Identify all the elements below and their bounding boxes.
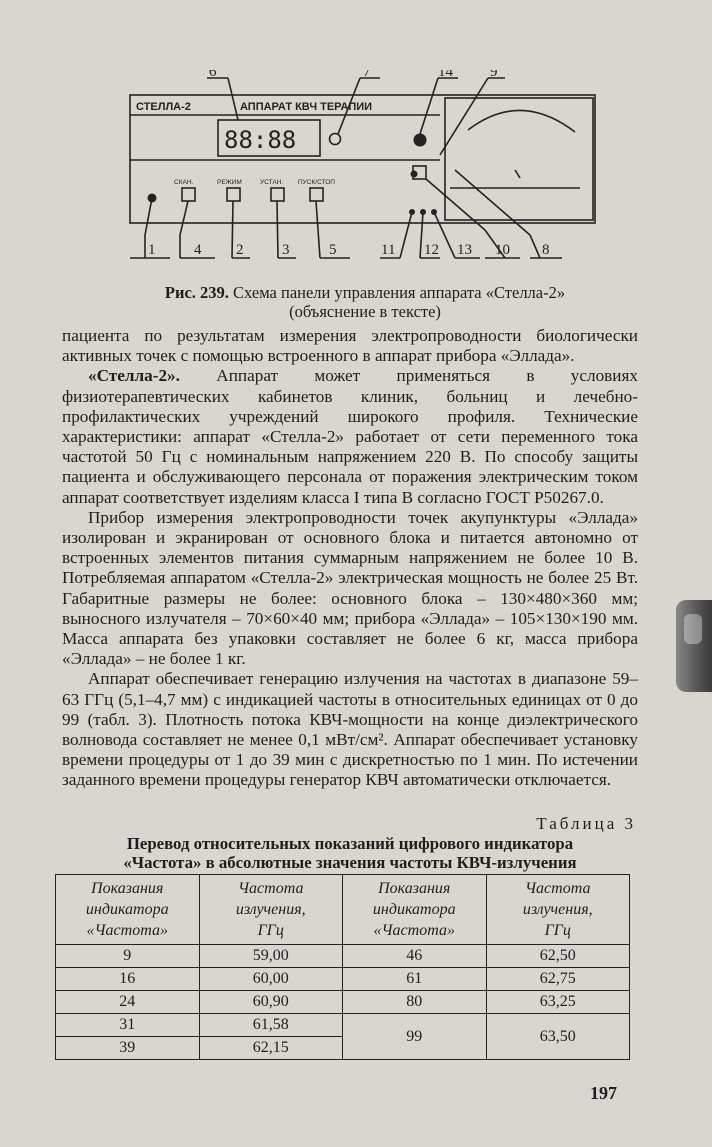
callout-14: 14 (438, 70, 453, 80)
label-scan: СКАН. (174, 179, 194, 186)
indicator-light (330, 134, 341, 145)
meter-frame (445, 98, 593, 220)
table-row (56, 945, 630, 968)
caption-number: Рис. 239. (164, 283, 229, 302)
table-cell: 61 (343, 968, 487, 991)
paragraph: Аппарат обеспечивает генерацию излучения на частотах в диапазоне 59–63 ГГц (5,1–4,7 мм) с индикацией частоты в относительных единицах от 0 до 99 (табл. 3). Плотность потока КВЧ-мощности на конце диэлектрического волновода составляет не менее 0,1 мВт/см². Аппарат обеспечивает установку времени процедуры от 1 до 39 мин с дискретностью по 1 мин. По истечении заданного времени процедуры генератор КВЧ автоматически отключается. (62, 669, 638, 790)
table-cell: 63,50 (486, 1014, 630, 1060)
table-cell: 24 (56, 991, 200, 1014)
table-cell: 46 (343, 945, 487, 968)
table-cell: 62,50 (486, 945, 630, 968)
callout-8: 8 (542, 242, 550, 258)
control-panel-diagram (110, 70, 630, 270)
electrode-jack (420, 209, 426, 215)
panel-outline (130, 95, 595, 223)
table-cell: 62,75 (486, 968, 630, 991)
table-cell: 60,90 (199, 991, 343, 1014)
table-cell: 59,00 (199, 945, 343, 968)
callout-13: 13 (457, 242, 472, 258)
callout-10: 10 (495, 242, 510, 258)
digital-display: 88:88 (224, 126, 297, 154)
panel-device-name: АППАРАТ КВЧ ТЕРАПИИ (240, 101, 373, 113)
paragraph (62, 366, 638, 507)
table-cell: 16 (56, 968, 200, 991)
callout-11: 11 (381, 242, 396, 258)
table-cell: 80 (343, 991, 487, 1014)
callout-5: 5 (329, 242, 337, 258)
table-cell: 99 (343, 1014, 487, 1060)
frequency-table (55, 874, 630, 1060)
electrode-jack (409, 209, 415, 215)
paragraph: Прибор измерения электропроводности точек акупунктуры «Эллада» изолирован и экранирован от основного блока и питается автономно от встроенных элементов питания суммарным напряжением не более 10 В. Потребляемая аппаратом «Стелла-2» электрическая мощность не более 25 Вт. Габаритные размеры не более: основного блока – 130×480×360 мм; выносного излучателя – 70×60×40 мм; прибора «Эллада» – 105×130×190 мм. Масса аппарата без упаковки составляет не более 6 кг, масса прибора «Эллада» – не более 1 кг. (62, 507, 638, 669)
table-title-line: Перевод относительных показаний цифрового индикатора (126, 834, 574, 853)
table-cell: 62,15 (199, 1037, 343, 1060)
paragraph: пациента по результатам измерения электропроводности биологически активных точек с помощью встроенного в аппарат прибора «Эллада». (62, 326, 638, 366)
table-title (62, 834, 638, 872)
figure-caption (90, 283, 640, 321)
caption-text: Схема панели управления аппарата «Стелла-2» (233, 283, 566, 302)
power-indicator (414, 134, 427, 147)
paragraph-lead: «Стелла-2». (88, 366, 180, 386)
label-start-stop: ПУСК/СТОП (298, 179, 335, 186)
patient-socket (148, 194, 157, 203)
table-row (56, 991, 630, 1014)
callout-4: 4 (194, 242, 202, 258)
page-edge-tab (676, 600, 712, 692)
callout-2: 2 (236, 242, 244, 258)
page-number: 197 (590, 1083, 617, 1103)
electrode-jack (431, 209, 437, 215)
callout-12: 12 (424, 242, 439, 258)
table-cell: 31 (56, 1014, 200, 1037)
table-cell: 39 (56, 1037, 200, 1060)
callout-9: 9 (490, 70, 498, 80)
label-mode: РЕЖИМ (217, 179, 242, 186)
table-cell: 60,00 (199, 968, 343, 991)
table-header-row (56, 875, 630, 945)
callout-6: 6 (209, 70, 217, 80)
button-scan (182, 188, 195, 201)
table-cell: 63,25 (486, 991, 630, 1014)
meter-scale-arc (468, 110, 575, 132)
button-start-stop (310, 188, 323, 201)
button-set (271, 188, 284, 201)
table-title-line: «Частота» в абсолютные значения частоты КВЧ-излучения (123, 853, 577, 872)
callout-1: 1 (148, 242, 156, 258)
caption-note: (объяснение в тексте) (289, 302, 441, 321)
table-cell: 61,58 (199, 1014, 343, 1037)
panel-brand: СТЕЛЛА-2 (136, 101, 191, 113)
header-frequency: Частота излучения, ГГц (486, 875, 630, 945)
header-indicator: Показания индикатора «Частота» (56, 875, 200, 945)
button-mode (227, 188, 240, 201)
table-label: Таблица 3 (536, 814, 636, 833)
callout-3: 3 (282, 242, 290, 258)
table-cell: 9 (56, 945, 200, 968)
header-frequency: Частота излучения, ГГц (199, 875, 343, 945)
label-set: УСТАН. (260, 179, 284, 186)
callout-7: 7 (363, 70, 371, 80)
header-indicator: Показания индикатора «Частота» (343, 875, 487, 945)
paragraph-text: Аппарат может применяться в условиях физиотерапевтических кабинетов клиник, больниц и лечебно-профилактических учреждений широкого профиля. Технические характеристики: аппарат «Стелла-2» работает от сети переменного тока частотой 50 Гц с номинальным напряжением 220 В. По способу защиты пациента и обслуживающего персонала от поражения электрическим током аппарат соответствует изделиям класса I типа В согласно ГОСТ Р50267.0. (62, 366, 638, 507)
table-row (56, 968, 630, 991)
table-row (56, 1014, 630, 1037)
body-text (62, 326, 638, 791)
